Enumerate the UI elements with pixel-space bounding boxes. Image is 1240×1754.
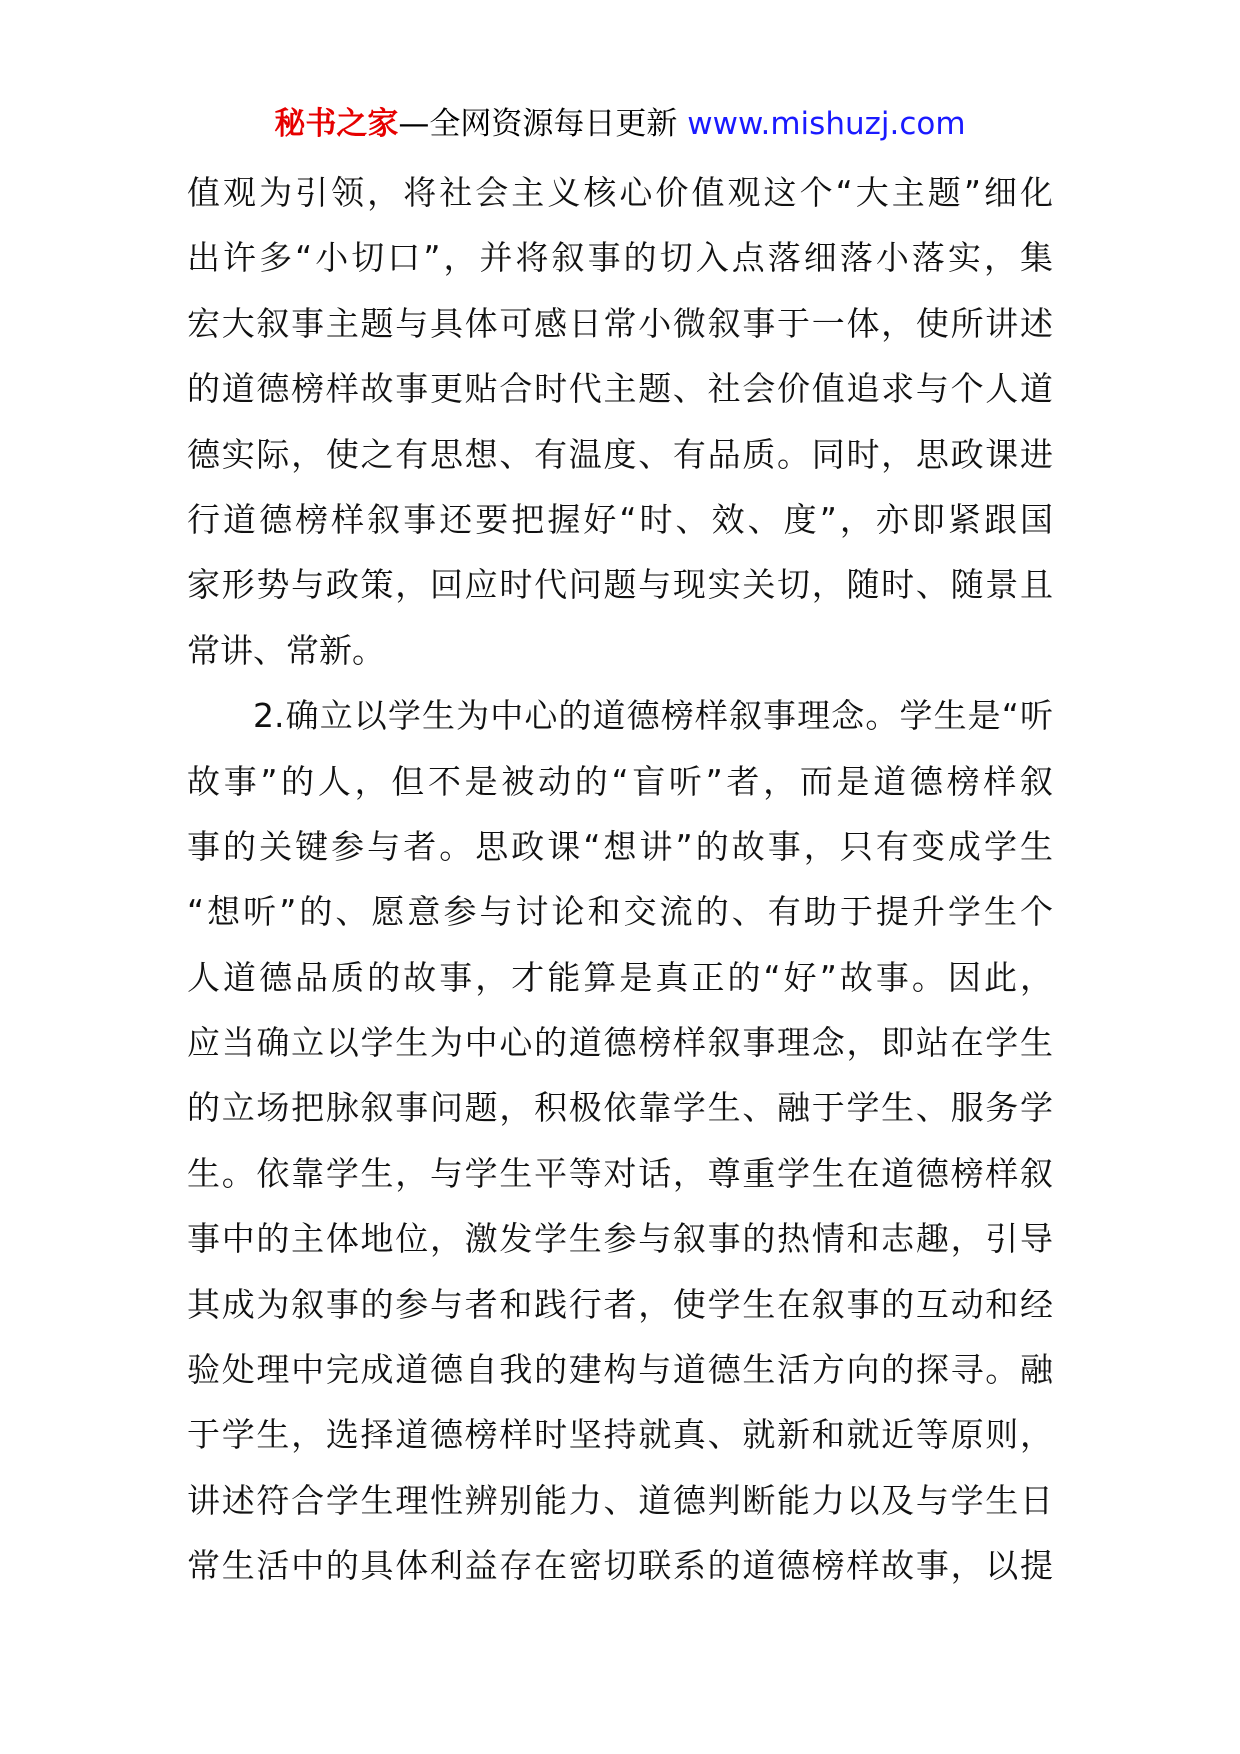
text-line: 其成为叙事的参与者和践行者，使学生在叙事的互动和经 <box>187 1284 1053 1324</box>
text-line: 事的关键参与者。思政课“想讲”的故事，只有变成学生 <box>187 826 1053 866</box>
text-line: 德实际，使之有思想、有温度、有品质。同时，思政课进 <box>187 434 1053 474</box>
site-url-link[interactable]: www.mishuzj.com <box>687 106 966 142</box>
text-line: 于学生，选择道德榜样时坚持就真、就新和就近等原则， <box>187 1415 1053 1455</box>
text-line: 生。依靠学生，与学生平等对话，尊重学生在道德榜样叙 <box>187 1153 1053 1193</box>
text-line: 事中的主体地位，激发学生参与叙事的热情和志趣，引导 <box>187 1219 1053 1259</box>
text-line: 人道德品质的故事，才能算是真正的“好”故事。因此， <box>187 957 1053 997</box>
text-line: 常生活中的具体利益存在密切联系的道德榜样故事，以提 <box>187 1546 1053 1586</box>
text-line: 应当确立以学生为中心的道德榜样叙事理念，即站在学生 <box>187 1023 1053 1063</box>
text-line: 家形势与政策，回应时代问题与现实关切，随时、随景且 <box>187 565 1053 605</box>
text-line: 宏大叙事主题与具体可感日常小微叙事于一体，使所讲述 <box>187 303 1053 343</box>
site-header <box>0 102 1240 146</box>
text-line: 2.确立以学生为中心的道德榜样叙事理念。学生是“听 <box>253 696 1053 736</box>
paragraph <box>187 683 1053 1598</box>
header-tagline: —全网资源每日更新 <box>398 106 688 142</box>
text-line: 故事”的人，但不是被动的“盲听”者，而是道德榜样叙 <box>187 761 1053 801</box>
text-line: “想听”的、愿意参与讨论和交流的、有助于提升学生个 <box>187 892 1053 932</box>
text-line: 出许多“小切口”，并将叙事的切入点落细落小落实，集 <box>187 238 1053 278</box>
text-line: 常讲、常新。 <box>187 630 385 670</box>
paragraph <box>187 160 1053 683</box>
text-line: 的立场把脉叙事问题，积极依靠学生、融于学生、服务学 <box>187 1088 1053 1128</box>
text-line: 验处理中完成道德自我的建构与道德生活方向的探寻。融 <box>187 1350 1053 1390</box>
text-line: 值观为引领，将社会主义核心价值观这个“大主题”细化 <box>187 173 1053 212</box>
document-body <box>187 160 1053 1599</box>
text-line: 行道德榜样叙事还要把握好“时、效、度”，亦即紧跟国 <box>187 499 1053 539</box>
text-line: 讲述符合学生理性辨别能力、道德判断能力以及与学生日 <box>187 1480 1053 1520</box>
brand-name: 秘书之家 <box>274 106 399 142</box>
text-line: 的道德榜样故事更贴合时代主题、社会价值追求与个人道 <box>187 369 1053 409</box>
